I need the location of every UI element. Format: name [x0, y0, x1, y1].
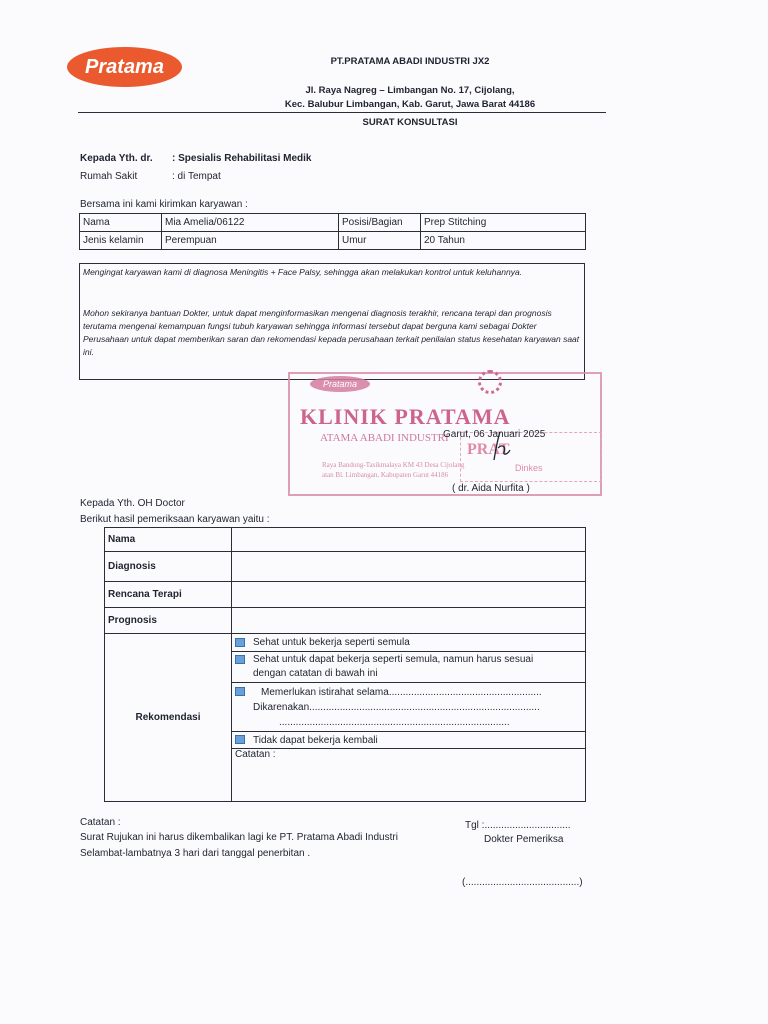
exam-row-label: Prognosis [105, 608, 232, 634]
examiner-signature-line[interactable]: (.........................................) [462, 877, 583, 888]
table-row [80, 232, 586, 250]
table-row [105, 634, 586, 652]
notes-paragraph-2: Mohon sekiranya bantuan Dokter, untuk dapat menginformasikan mengenai diagnosis terakhir, rencana terapi dan prognosis terutama mengenai kemampuan fungsi tubuh karyawan sehingga informasi tersebut dapat berguna kami sebagai Dokter Perusahaan untuk dapat memberikan saran dan rekomendasi kepada perusahaan terkait penilaian status kesehatan karyawan saat ini. [83, 308, 580, 357]
footer-notes-line1: Surat Rujukan ini harus dikembalikan lagi ke PT. Pratama Abadi Industri [80, 832, 398, 843]
option-fit-with-notes[interactable] [232, 652, 586, 683]
exam-intro: Berikut hasil pemeriksaan karyawan yaitu : [80, 514, 270, 525]
name-label: Nama [80, 214, 162, 232]
table-row [105, 552, 586, 582]
option-rest-reason: Dikarenakan................................................................................... [253, 701, 540, 713]
option-unfit-label: Tidak dapat bekerja kembali [253, 734, 378, 746]
exam-date-field[interactable]: Tgl :............................... [465, 820, 571, 831]
company-address-line1: Jl. Raya Nagreg – Limbangan No. 17, Cijolang, [305, 85, 515, 96]
company-address-line2: Kec. Balubur Limbangan, Kab. Garut, Jawa Barat 44186 [284, 99, 536, 110]
table-row [80, 214, 586, 232]
exam-row-label: Diagnosis [105, 552, 232, 582]
signature-place-date: Garut, 06 Januari 2025 [443, 429, 546, 440]
gender-label: Jenis kelamin [80, 232, 162, 250]
footer-notes-label: Catatan : [80, 817, 121, 828]
stamp-logo: Pratama [310, 376, 370, 392]
intro-text: Bersama ini kami kirimkan karyawan : [80, 199, 248, 210]
notes-paragraph-1: Mengingat karyawan kami di diagnosa Meningitis + Face Palsy, sehingga akan melakukan kontrol untuk keluhannya. [83, 267, 523, 277]
table-row [105, 582, 586, 608]
gear-icon [478, 370, 502, 394]
recipient-value: : Spesialis Rehabilitasi Medik [172, 153, 312, 164]
exam-row-value[interactable] [232, 582, 586, 608]
consult-notes [79, 263, 585, 380]
stamp-address-line2: atan Bl. Limbangan, Kabupaten Garut 44186 [322, 471, 449, 479]
checkbox-icon[interactable] [235, 735, 245, 744]
hospital-label: Rumah Sakit [80, 171, 138, 182]
exam-row-value[interactable] [232, 608, 586, 634]
handwritten-signature [488, 430, 512, 462]
table-row [105, 608, 586, 634]
company-logo: Pratama [67, 47, 182, 87]
exam-notes-label: Catatan : [235, 749, 276, 760]
age-value: 20 Tahun [421, 232, 586, 250]
company-name: PT.PRATAMA ABADI INDUSTRI JX2 [330, 56, 490, 67]
checkbox-icon[interactable] [235, 687, 245, 696]
option-rest-duration: Memerlukan istirahat selama....................................................... [261, 686, 542, 698]
header-divider [78, 112, 606, 113]
checkbox-icon[interactable] [235, 638, 245, 647]
option-fit-notes-line1: Sehat untuk dapat bekerja seperti semula, namun harus sesuai [253, 654, 534, 665]
exam-table [104, 527, 586, 802]
exam-row-label: Rencana Terapi [105, 582, 232, 608]
footer-notes-line2: Selambat-lambatnya 3 hari dari tanggal penerbitan . [80, 848, 311, 859]
option-fit-notes-line2: dengan catatan di bawah ini [253, 668, 378, 679]
signature-doctor-name: ( dr. Aida Nurfita ) [452, 483, 530, 494]
document-title: SURAT KONSULTASI [362, 117, 458, 128]
employee-table [79, 213, 586, 250]
doctor-stamp-tag: Dinkes [515, 463, 543, 473]
stamp-address-line1: Raya Bandung-Tasikmalaya KM 43 Desa Cijolang [322, 461, 465, 469]
hospital-value: : di Tempat [172, 171, 221, 182]
option-fit[interactable] [232, 634, 586, 652]
recipient-label: Kepada Yth. dr. [80, 153, 153, 164]
stamp-title: KLINIK PRATAMA [300, 404, 511, 429]
stamp-subtitle: ATAMA ABADI INDUSTRI [320, 432, 449, 444]
stamp-address [322, 460, 464, 480]
position-label: Posisi/Bagian [339, 214, 421, 232]
position-value: Prep Stitching [421, 214, 586, 232]
checkbox-icon[interactable] [235, 655, 245, 664]
exam-row-label: Nama [105, 528, 232, 552]
examiner-label: Dokter Pemeriksa [484, 834, 564, 845]
option-unfit[interactable] [232, 732, 586, 749]
doctor-stamp-name: PRAT [467, 441, 510, 458]
exam-recipient: Kepada Yth. OH Doctor [80, 498, 185, 509]
recommendation-label: Rekomendasi [105, 634, 232, 802]
table-row [105, 528, 586, 552]
option-rest-reason-cont: ................................................................................... [279, 716, 510, 728]
exam-notes-field[interactable] [232, 749, 586, 802]
option-rest[interactable] [232, 683, 586, 732]
age-label: Umur [339, 232, 421, 250]
exam-row-value[interactable] [232, 552, 586, 582]
gender-value: Perempuan [162, 232, 339, 250]
name-value: Mia Amelia/06122 [162, 214, 339, 232]
exam-row-value[interactable] [232, 528, 586, 552]
option-fit-label: Sehat untuk bekerja seperti semula [253, 637, 410, 648]
